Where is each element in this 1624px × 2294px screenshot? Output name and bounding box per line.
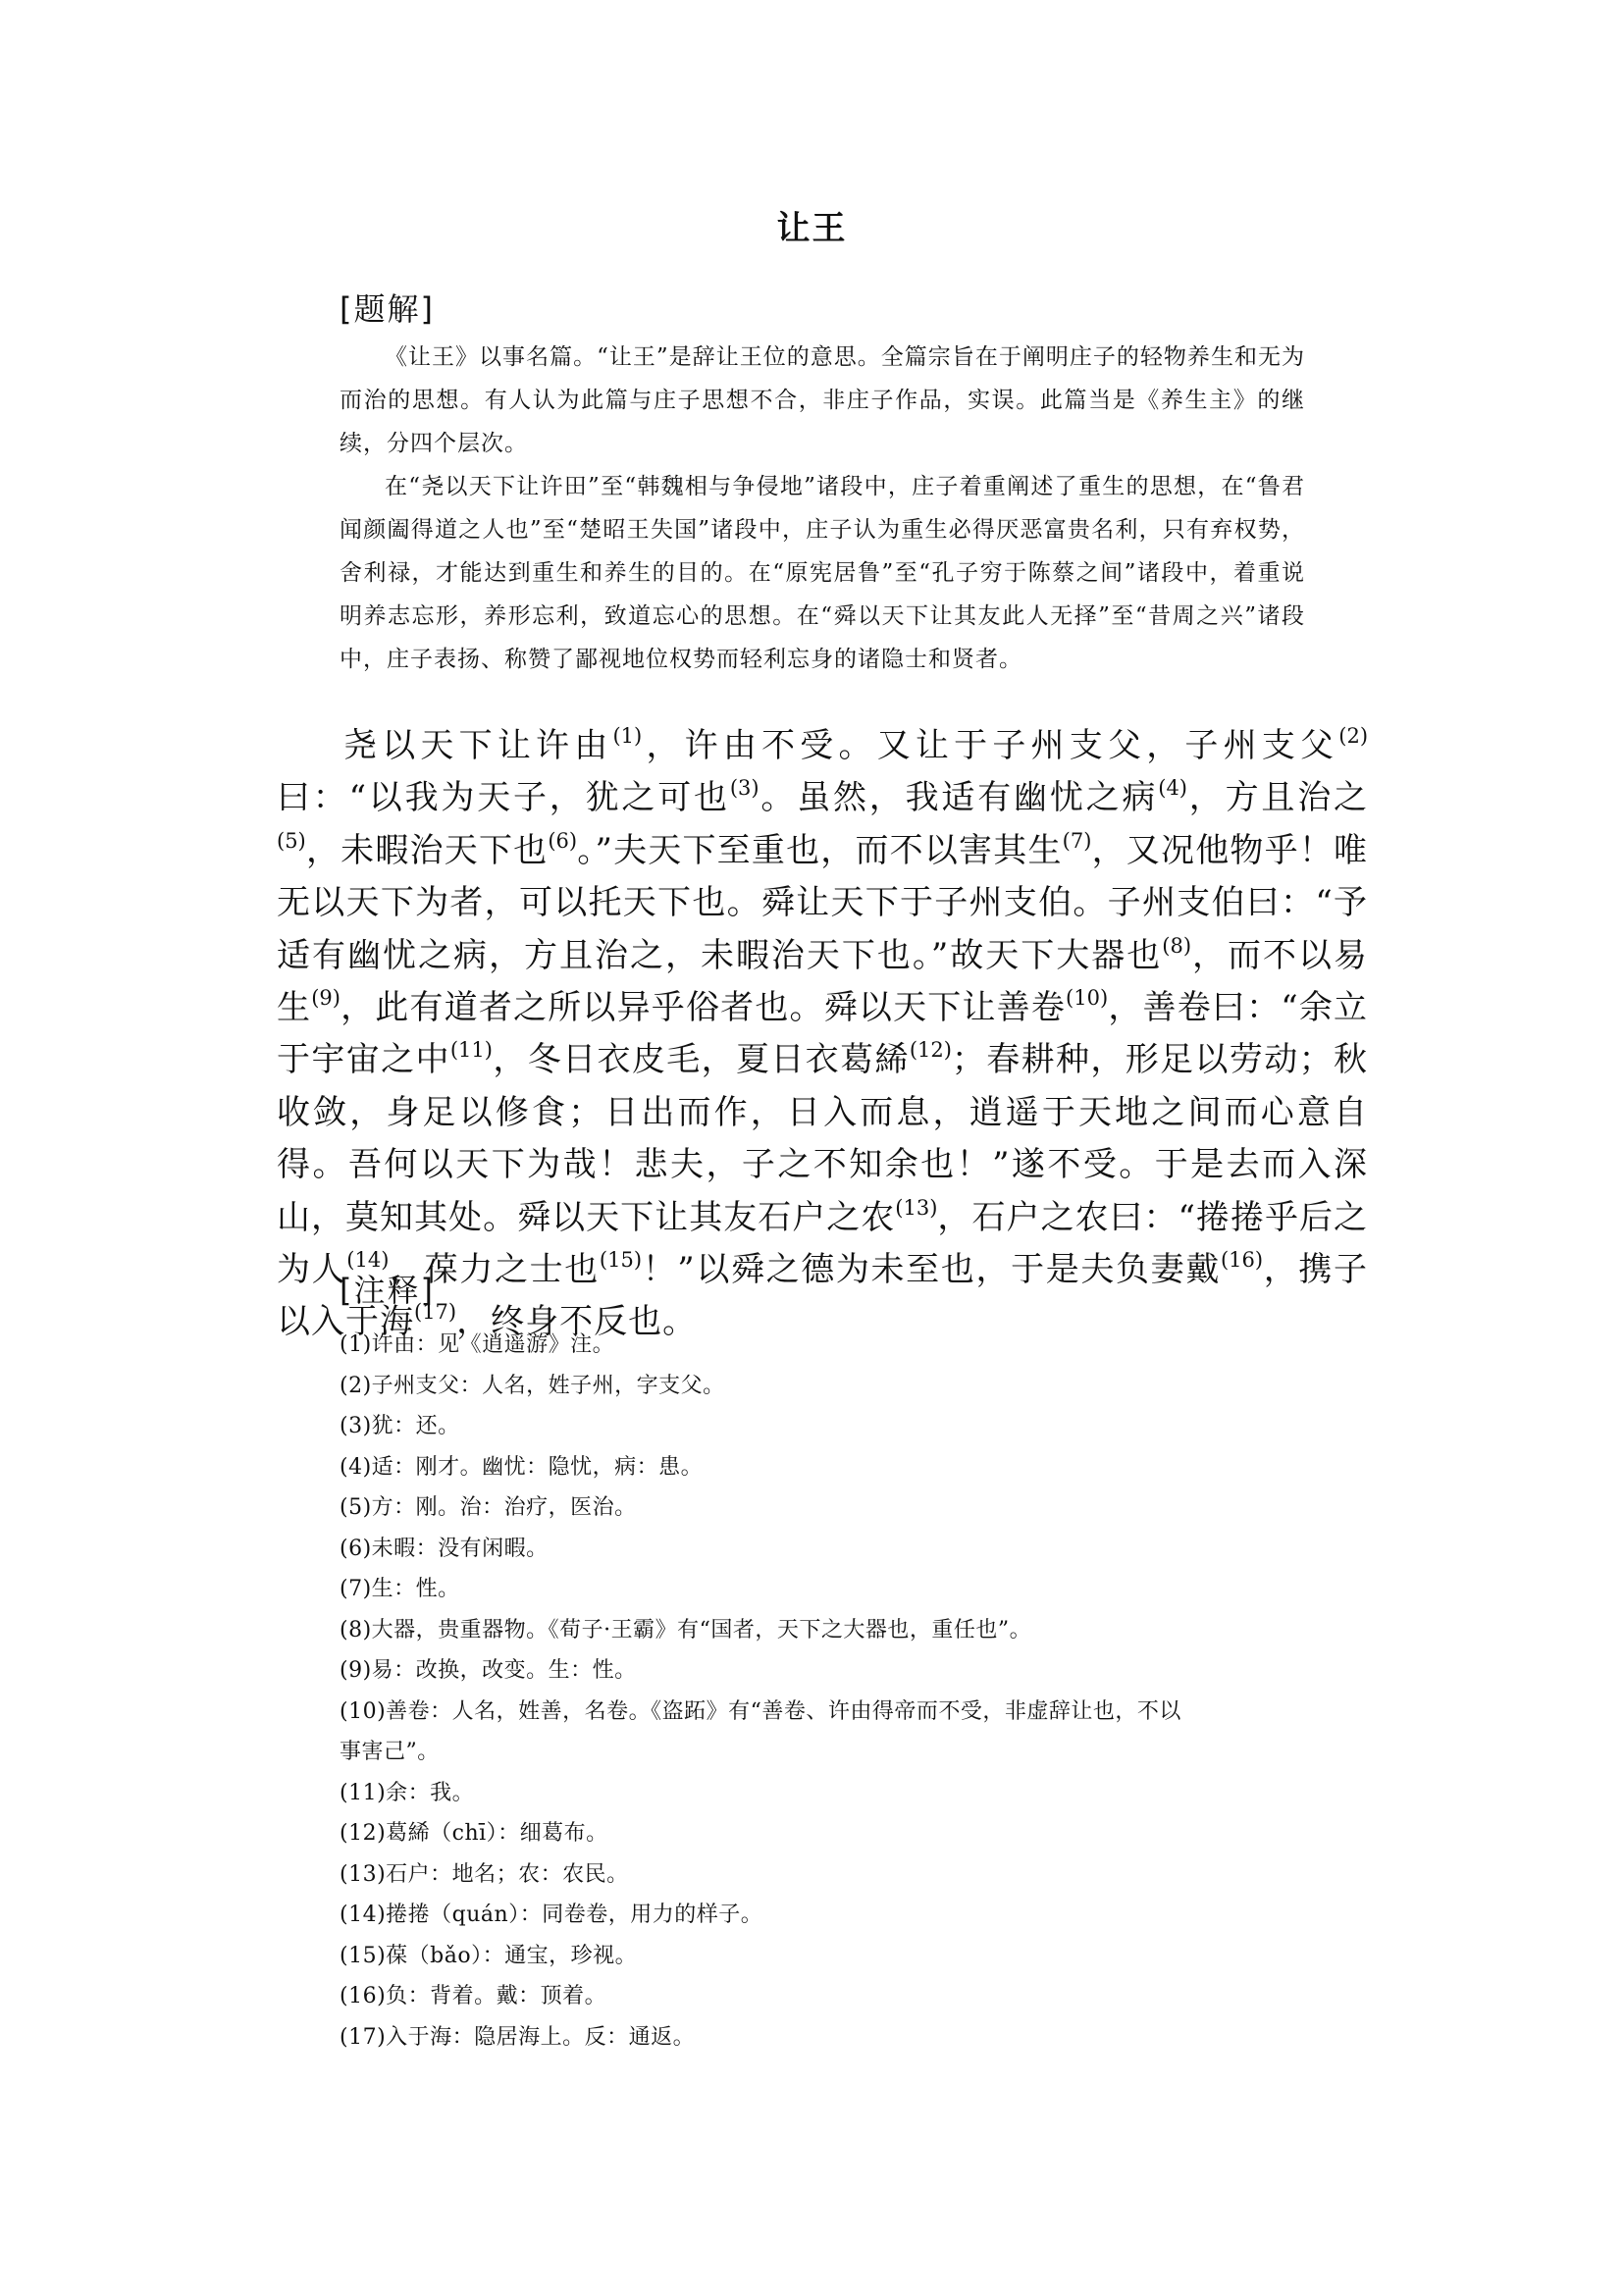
footnote-ref: (17) xyxy=(414,1300,457,1325)
footnote-ref: (6) xyxy=(548,828,578,853)
note-item: (4)适：刚才。幽忧：隐忧，病：患。 xyxy=(340,1454,704,1480)
note-item: (5)方：刚。治：治疗，医治。 xyxy=(340,1495,637,1520)
main-text-segment: ，又况他物乎！唯无以天下为者，可以托天下也。舜让天下于子州支伯。子州支伯曰：“予适有幽忧之病，方且治之，未暇治天下也。”故天下大器也 xyxy=(277,830,1368,975)
footnote-ref: (9) xyxy=(311,986,341,1011)
footnote-ref: (13) xyxy=(895,1195,938,1220)
main-text-segment: ，而不以易生 xyxy=(277,935,1368,1028)
note-item: (15)葆（bǎo）：通宝，珍视。 xyxy=(340,1943,638,1968)
note-item: (3)犹：还。 xyxy=(340,1414,460,1438)
note-item: (6)未暇：没有闲暇。 xyxy=(340,1536,549,1561)
intro-paragraph: 《让王》以事名篇。“让王”是辞让王位的意思。全篇宗旨在于阐明庄子的轻物养生和无为而治的思想。有人认为此篇与庄子思想不合，非庄子作品，实误。此篇当是《养生主》的继续，分四个层次。 xyxy=(340,344,1305,456)
note-item: (8)大器，贵重器物。《荀子·王霸》有“国者，天下之大器也，重任也”。 xyxy=(340,1617,1032,1642)
note-item: (14)捲捲（quán）：同卷卷，用力的样子。 xyxy=(340,1903,763,1927)
footnote-ref: (10) xyxy=(1066,986,1109,1011)
main-text-segment: ，未暇治天下也 xyxy=(305,830,549,870)
intro-heading: [题解] xyxy=(340,290,435,328)
footnote-ref: (16) xyxy=(1220,1248,1264,1273)
footnote-ref: (2) xyxy=(1338,724,1369,748)
footnote-ref: (4) xyxy=(1158,776,1187,801)
note-item: (12)葛絺（chī）：细葛布。 xyxy=(340,1821,608,1846)
footnote-ref: (7) xyxy=(1062,828,1092,853)
note-item: (7)生：性。 xyxy=(340,1577,460,1601)
main-text-segment: 曰：“以我为天子，犹之可也 xyxy=(277,778,730,818)
intro-paragraph: 在“尧以天下让许田”至“韩魏相与争侵地”诸段中，庄子着重阐述了重生的思想，在“鲁君闻颜阖得道之人也”至“楚昭王失国”诸段中，庄子认为重生必得厌恶富贵名利，只有弃权势，舍利禄，才能达到重生和养生的目的。在“原宪居鲁”至“孔子穷于陈蔡之间”诸段中，着重说明养志忘形，养形忘利，致道忘心的思想。在“舜以天下让其友此人无择”至“昔周之兴”诸段中，庄子表扬、称赞了鄙视地位权势而轻利忘身的诸隐士和贤者。 xyxy=(340,474,1305,672)
footnote-ref: (1) xyxy=(612,724,643,748)
main-text-segment: ，石户之农曰：“捲捲乎后之为人 xyxy=(277,1197,1368,1290)
main-text-segment: 。”夫天下至重也，而不以害其生 xyxy=(577,830,1063,870)
main-text-segment: ！”以舜之德为未至也，于是夫负妻戴 xyxy=(642,1250,1221,1290)
note-item: (17)入于海：隐居海上。反：通返。 xyxy=(340,2024,696,2050)
main-text-segment: ，终身不反也。 xyxy=(456,1302,698,1342)
main-text-segment: ，葆力之士也 xyxy=(389,1250,600,1290)
main-text-segment: ，善卷曰：“余立于宇宙之中 xyxy=(277,988,1369,1080)
footnote-ref: (14) xyxy=(346,1248,390,1273)
page-title: 让王 xyxy=(776,209,848,248)
main-text-segment: ，方且治之 xyxy=(1187,778,1369,818)
notes-list xyxy=(340,1325,1183,2058)
note-item: (16)负：背着。戴：顶着。 xyxy=(340,1984,607,2008)
main-text xyxy=(277,720,1368,1349)
footnote-ref: (11) xyxy=(449,1038,493,1063)
main-text-segment: 尧以天下让许由 xyxy=(343,726,613,765)
main-text-segment: ，此有道者之所以异乎俗者也。舜以天下让善卷 xyxy=(340,988,1067,1028)
notes-heading: [注释] xyxy=(340,1272,435,1309)
main-text-segment: ；春耕种，形足以劳动；秋收敛，身足以修食；日出而作，日入而息，逍遥于天地之间而心意自得。吾何以天下为哉！悲夫，子之不知余也！”遂不受。于是去而入深山，莫知其处。舜以天下让其友石户之农 xyxy=(277,1040,1369,1237)
footnote-ref: (3) xyxy=(729,776,760,801)
main-text-segment: ，许由不受。又让于子州支父，子州支父 xyxy=(642,726,1339,765)
footnote-ref: (5) xyxy=(277,828,306,853)
main-text-segment: 。虽然，我适有幽忧之病 xyxy=(759,778,1159,818)
intro-text xyxy=(340,336,1305,681)
main-text-segment: ，携子以入于海 xyxy=(277,1250,1369,1342)
footnote-ref: (12) xyxy=(909,1038,952,1063)
main-text-segment: ，冬日衣皮毛，夏日衣葛絺 xyxy=(492,1040,910,1080)
footnote-ref: (15) xyxy=(599,1248,643,1273)
note-item: (9)易：改换，改变。生：性。 xyxy=(340,1658,637,1683)
footnote-ref: (8) xyxy=(1162,933,1192,958)
note-item: (11)余：我。 xyxy=(340,1780,475,1805)
note-item: (2)子州支父：人名，姓子州，字支父。 xyxy=(340,1373,725,1398)
note-item: (10)善卷：人名，姓善，名卷。《盗跖》有“善卷、许由得帝而不受，非虚辞让也，不以事害己”。 xyxy=(340,1698,1181,1764)
note-item: (13)石户：地名；农：农民。 xyxy=(340,1861,629,1887)
note-item: (1)许由：见《逍遥游》注。 xyxy=(340,1332,615,1357)
